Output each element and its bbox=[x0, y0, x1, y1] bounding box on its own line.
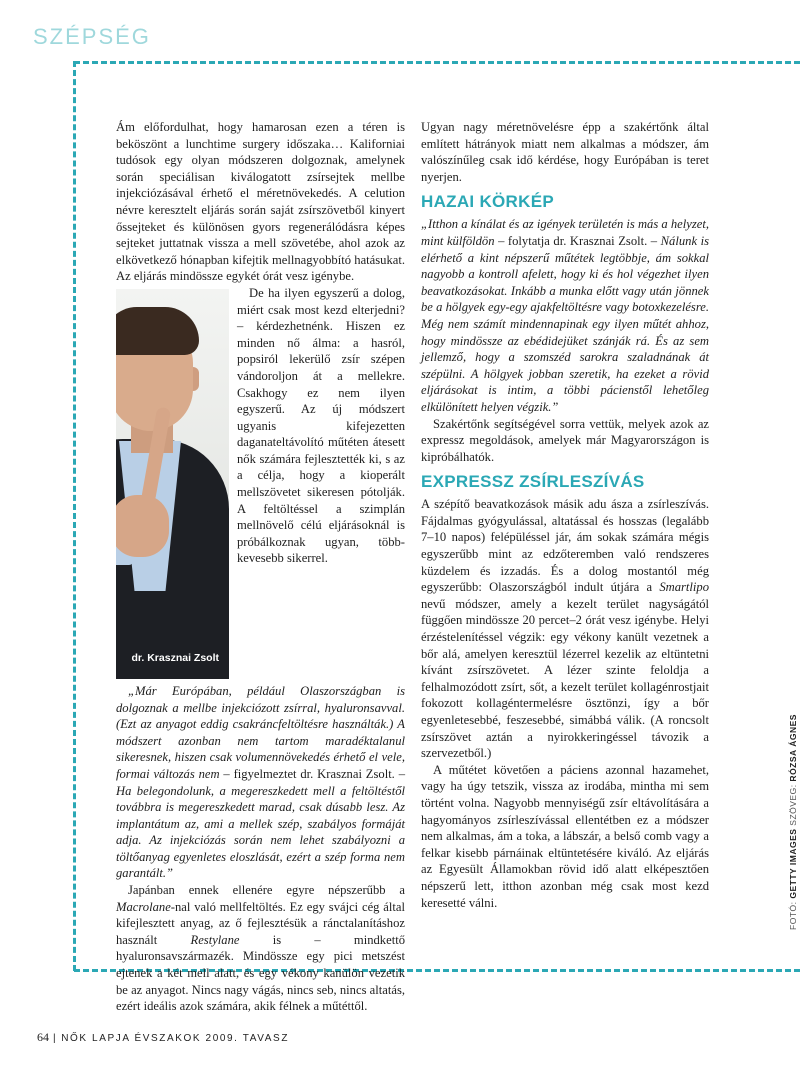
text-run: is – mindkettő hyaluronsavszármazék. Mindössze egy pici metszést ejtenek a két mell alatt, és egy vékony kanülön vezetik be az anyagot. Nincs nagy vágás, nincs seb, nincs altatás, ezért ideális azok számára, akik félnek a műtéttől. bbox=[116, 932, 405, 1014]
quote-attribution: – figyelmeztet dr. Krasznai Zsolt. – bbox=[219, 766, 405, 781]
article-column-right bbox=[421, 119, 709, 911]
credit-photo-source: GETTY IMAGES bbox=[788, 828, 798, 899]
text-wrap-with-photo bbox=[116, 119, 405, 683]
text-run: Japánban ennek ellenére egyre népszerűbb a bbox=[128, 883, 405, 898]
quote-italic: Ha belegondolunk, a megereszkedett mell a feltöltéstől továbbra is megereszkedett marad, csak dúsabb lesz. Az implantátum az, ami a mellek szép, szabályos formáját adja. Az injekciózás során nem lehet szabályozni a töltőanyag egyenletes eloszlását, ezért a szép forma nem garantált.” bbox=[116, 783, 405, 881]
paragraph bbox=[116, 882, 405, 1015]
quote-italic: „Itthon a kínálat és az igények területén is más a helyzet, mint külföldön bbox=[421, 217, 709, 248]
photo-hand bbox=[116, 495, 169, 557]
dashed-frame-top bbox=[74, 61, 800, 64]
quote-paragraph bbox=[116, 683, 405, 882]
quote-attribution: – folytatja dr. Krasznai Zsolt. – bbox=[494, 233, 661, 248]
product-name: Macrolane bbox=[116, 899, 171, 914]
page-number: 64 bbox=[37, 1030, 49, 1044]
article-column-left bbox=[116, 119, 405, 1015]
text-run: -nal való mellfeltöltés. Ez egy svájci cég által kifejlesztett anyag, az ő fejlesztésük a ránctalanításhoz használt bbox=[116, 899, 405, 947]
paragraph: Ugyan nagy méretnövelésre épp a szakértőnk által említett hátrányok miatt nem alkalmas a módszer, ám valószínűleg csak idő kérdése, hogy Európában is teret nyerjen. bbox=[421, 120, 709, 184]
photo-hair bbox=[116, 307, 199, 355]
dashed-frame-left bbox=[73, 61, 76, 971]
text-run: A szépítő beavatkozások másik adu ásza a zsírleszívás. Fájdalmas gyógyulással, altatással és hosszas (legalább 7–10 napos) felépüléssel jár, ám sokak számára mégis egyszerűbb mint az edzőteremben való rendszeres küzdelem és izzadás. És a dolog mostantól még egyszerűbb: Olaszországból indult útjára a bbox=[421, 497, 709, 595]
paragraph: Ám előfordulhat, hogy hamarosan ezen a téren is beköszönt a lunchtime surgery időszaka… Kaliforniai tudósok egy olyan módszeren dolgoznak, amelynek során speciálisan kiválogatott zsírsejtek mellbe injekciózásával érhető el méretnövekedés. A celution névre keresztelt eljárás során saját zsírszövetből kinyert őssejteket és különösen gyors regenerálódásra képes sejteket juttatnak vissza a mell szövetébe, ahol azok az elkövetkező hónapban kifejtik mellnagyobbító hatásukat. Az eljárás mindössze egykét órát vesz igénybe. bbox=[116, 120, 405, 284]
credit-author: RÓZSA ÁGNES bbox=[788, 714, 798, 782]
page-footer bbox=[37, 1030, 289, 1045]
product-name: Restylane bbox=[190, 932, 240, 947]
credit-label: FOTÓ: bbox=[788, 898, 798, 930]
quote-paragraph bbox=[421, 216, 709, 415]
photo-caption: dr. Krasznai Zsolt bbox=[131, 652, 219, 665]
subheading-hazai-korkep: HAZAI KÖRKÉP bbox=[421, 192, 554, 212]
paragraph: A műtétet követően a páciens azonnal hazamehet, vagy ha úgy tetszik, vissza az irodába, mintha mi sem történt volna. Nagyobb mennyiségű zsír eltávolítására a hagyományos zsírleszívással ellentétben ez a módszer nem alkalmas, ám a toka, a lábszár, a belső comb vagy a felkar kisebb párnáinak eltüntetésére kiváló. Az eljárás az Egyesült Államokban rövid idő alatt elképesztően népszerű lett, itthon azonban még csak most kezd keresetté válni. bbox=[421, 762, 709, 910]
section-label: SZÉPSÉG bbox=[33, 24, 151, 49]
text-run: nevű módszer, amely a kezelt terület nagyságától függően mindössze 20 percet–2 órát vesz igénybe. Helyi érzéstelenítéssel végzik: egy vékony kanült vezetnek a bőr alá, amelyen keresztül lézerrel kezelik az eltüntetni kívánt zsírszövetet. A lézer szinte feloldja a felhalmozódott zsírt, sőt, a kezelt terület kollagénrostjait fokozott kollagéntermelésre ösztönzi, így a bőr egyenletesebbé, feszesebbé, simábbá válik. (A roncsolt zsírszövet aztán a nyirokkeringéssel távozik a szervezetből.) bbox=[421, 596, 709, 761]
quote-italic: Nálunk is elérhető a kint népszerű műtétek legtöbbje, ám sokkal nagyobb a kontroll afelett, hogy ki és hol végezhet ilyen beavatkozásokat. Inkább a munka előtt vagy után jönnek be a hölgyek egy-egy ajakfeltöltésre vagy botoxkezelésre. Még nem számít mindennapinak egy ilyen műtét ahhoz, hogy mindössze az ebédidejüket szánják rá. És az sem jellemző, hogy a szomszéd sarokra szaladnának át szépülni. A hölgyek jobban szeretik, ha ezeket a rövid eljárásokat is intim, a többi pácienstől lehetőleg elkülönített helyen végzik.” bbox=[421, 233, 709, 414]
product-name: Smartlipo bbox=[659, 580, 709, 595]
subheading-expressz-zsirleszivas: EXPRESSZ ZSÍRLESZÍVÁS bbox=[421, 472, 645, 492]
quote-italic: „Már Európában, például Olaszországban is dolgoznak a mellbe injekciózott zsírral, hyaluronsavval. (Ezt az anyagot eddig csakráncfeltöltésre használták.) A módszert azonban nem tartom maradéktalanul sikeresnek, hiszen csak volumennövekedés érhető el vele, formai változás nem bbox=[116, 683, 405, 781]
footer-separator: | bbox=[53, 1033, 58, 1044]
paragraph: De ha ilyen egyszerű a dolog, miért csak most kezd elterjedni? – kérdezhetnénk. Hiszen ez minden nő álma: a hasról, popsiról lekerülő zsír szépen vándoroljon át a mellekre. Csakhogy ez nem ilyen egyszerű. Az új módszert ugyanis kifejezetten daganateltávolító műtéten átesett nők számára fejlesztették ki, s az a célja, hogy a kioperált mellszövetet sikeresen pótolják. A feltöltéssel a szimplán mellnövelő célú eljárásoknál is próbálkoznak ugyan, több-kevesebb sikerrel. bbox=[237, 285, 405, 566]
photo-text-credit bbox=[788, 714, 798, 930]
portrait-photo bbox=[116, 289, 229, 679]
publication-name: NŐK LAPJA ÉVSZAKOK 2009. TAVASZ bbox=[61, 1033, 290, 1044]
credit-label: SZÖVEG: bbox=[788, 781, 798, 829]
paragraph: Szakértőnk segítségével sorra vettük, melyek azok az expressz megoldások, amelyek már Magyarországon is kipróbálhatók. bbox=[421, 416, 709, 464]
paragraph bbox=[421, 496, 709, 762]
